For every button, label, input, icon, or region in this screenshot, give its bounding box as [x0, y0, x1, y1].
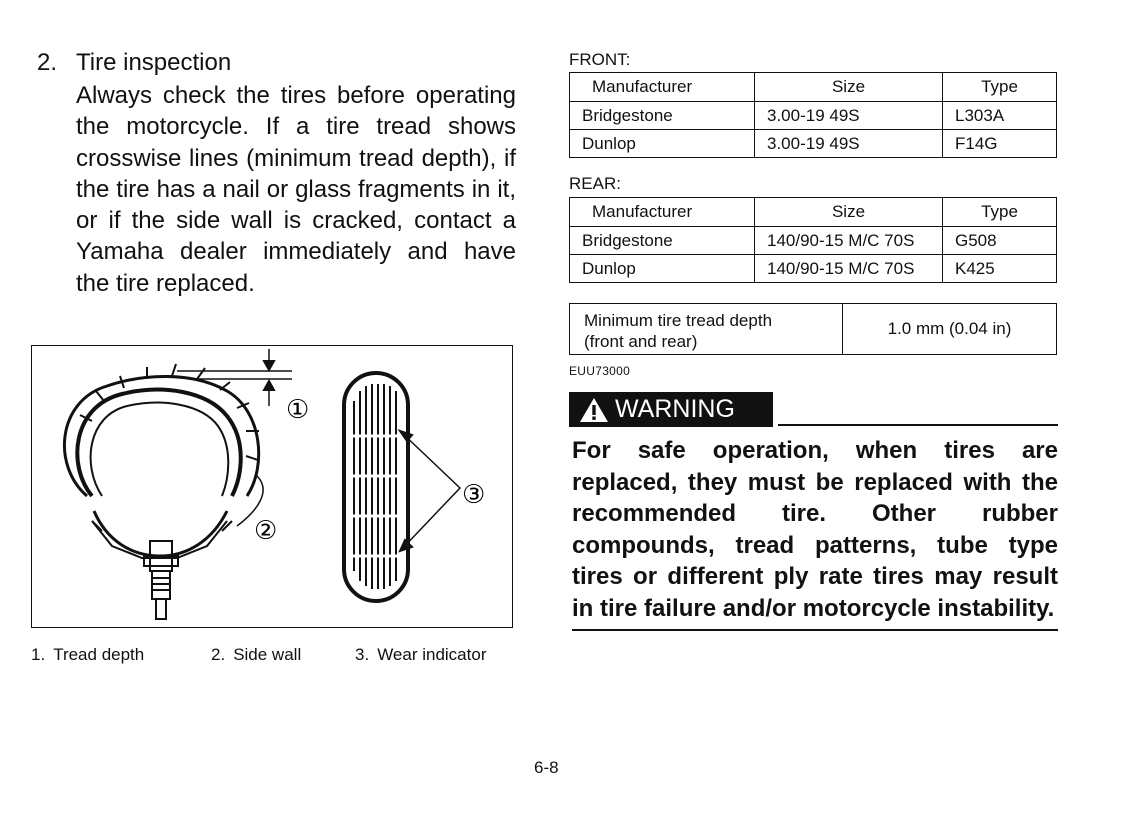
cell-type: K425: [943, 255, 1057, 283]
header-type: Type: [943, 73, 1057, 102]
cell-type: F14G: [943, 130, 1057, 158]
callout-3: ③: [462, 480, 486, 510]
min-tread-depth-value: 1.0 mm (0.04 in): [887, 319, 1012, 338]
section-number: 2.: [37, 49, 58, 76]
min-tread-depth-box: [569, 303, 1057, 355]
table-row: [570, 227, 1057, 255]
callout-1: ①: [286, 395, 310, 425]
caption-tread-depth: 1. Tread depth: [31, 645, 145, 664]
table-row: [570, 130, 1057, 158]
table-row: [570, 102, 1057, 130]
table-row: [570, 255, 1057, 283]
section-body: Always check the tires before operating the motorcycle. If a tire tread shows crosswise lines (minimum tread depth), if the tire has a nail or glass fragments in it, or if the side wall is cracked, contact a Yamaha dealer immediately and have the tire replaced.: [76, 82, 516, 297]
warning-label: WARNING: [615, 395, 735, 423]
rear-tire-table: [569, 197, 1057, 283]
document-code: EUU73000: [569, 364, 631, 378]
bottom-rule: [572, 629, 1058, 631]
front-tire-table: [569, 72, 1057, 158]
rear-label: REAR:: [569, 174, 621, 193]
cell-type: L303A: [943, 102, 1057, 130]
cell-manufacturer: Bridgestone: [570, 102, 755, 130]
front-label: FRONT:: [569, 50, 631, 69]
cell-type: G508: [943, 227, 1057, 255]
min-tread-depth-label: Minimum tire tread depth (front and rear): [584, 311, 773, 351]
callout-2: ②: [254, 516, 278, 546]
warning-triangle-icon: [579, 397, 609, 423]
tire-diagram-icon: [32, 346, 514, 629]
header-manufacturer: Manufacturer: [570, 198, 755, 227]
cell-size: 3.00-19 49S: [755, 102, 943, 130]
caption-wear-indicator: 3. Wear indicator: [355, 645, 487, 664]
warning-badge: [569, 392, 773, 427]
cell-manufacturer: Dunlop: [570, 130, 755, 158]
cell-size: 3.00-19 49S: [755, 130, 943, 158]
section-heading: [37, 48, 231, 78]
header-type: Type: [943, 198, 1057, 227]
caption-side-wall: 2. Side wall: [211, 645, 302, 664]
warning-text: For safe operation, when tires are replaced, they must be replaced with the recommended tire. Other rubber compounds, tread patterns, tube type tires or different ply rate tires may result in tire failure and/or motorcycle instability.: [572, 437, 1058, 622]
cell-size: 140/90-15 M/C 70S: [755, 227, 943, 255]
table-header-row: [570, 198, 1057, 227]
page-number: 6-8: [534, 758, 559, 777]
warning-rule: [778, 424, 1058, 426]
header-size: Size: [755, 198, 943, 227]
table-header-row: [570, 73, 1057, 102]
cell-size: 140/90-15 M/C 70S: [755, 255, 943, 283]
header-manufacturer: Manufacturer: [570, 73, 755, 102]
section-title: Tire inspection: [76, 49, 232, 76]
cell-manufacturer: Dunlop: [570, 255, 755, 283]
tire-illustration: [31, 345, 513, 628]
header-size: Size: [755, 73, 943, 102]
cell-manufacturer: Bridgestone: [570, 227, 755, 255]
